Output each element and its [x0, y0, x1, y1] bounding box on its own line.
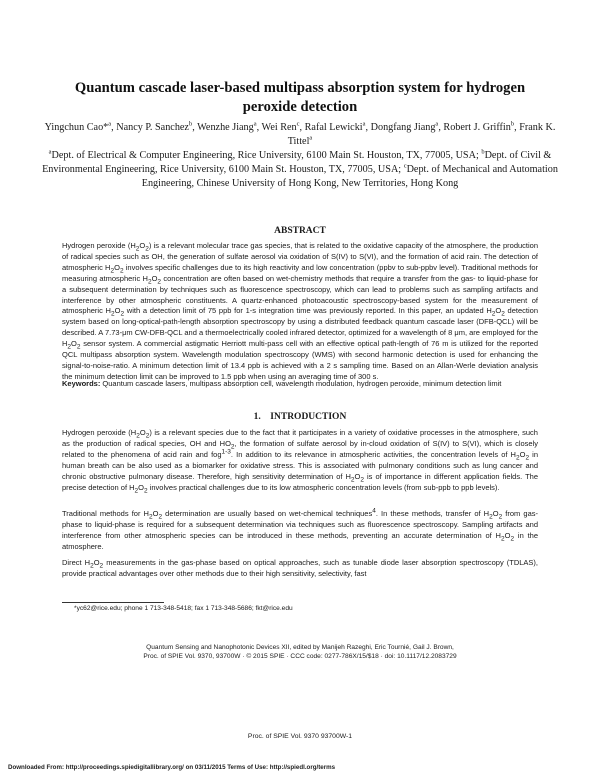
affiliations: $^a$Dept. of Electrical & Computer Engineering, Rice University, 6100 Main St. Houston, TX, 77005, USA; $^b$Dept. of Civil & Environmental Engineering, Rice University, 6100 Main St. Houston, TX, 77005, USA; $^c$Dept. of Mechanical and Automation Engineering, Chinese University of Hong Kong, New Territories, Hong Kong [42, 148, 558, 189]
intro-paragraph-1: Hydrogen peroxide $(H_2O_2)$ is a relevant species due to the fact that it participates in a variety of oxidative processes in the atmosphere, such as the production of radical species, OH and $HO_2$, the formation of sulfate aerosol by in-cloud oxidation of S(IV) to S(VI), which is closely related to the phenomena of acid rain and fog$^{1-3}$. In addition to its relevance in atmospheric activities, the concentration levels of $H_2O_2$ in human breath can be also used as a biomarker for oxidative stress. This is associated with pulmonary conditions such as lung cancer and chronic obstructive pulmonary disease. Therefore, high sensitivity determination of $H_2O_2$ is of importance in different application fields. The precise detection of $H_2O_2$ involves practical challenges due to its low atmospheric concentration levels (from sub-ppb to ppb levels). [62, 428, 539, 495]
intro-paragraph-3: Direct $H_2O_2$ measurements in the gas-phase based on optical approaches, such as tunable diode laser absorption spectroscopy (TDLAS), provide practical advantages over other methods due to their high sensitivity, selectivity, fast [62, 558, 538, 578]
download-notice: Downloaded From: http://proceedings.spiedigitallibrary.org/ on 03/11/2015 Terms of Use: http://spiedl.org/terms [8, 764, 336, 771]
introduction-heading: 1. INTRODUCTION [253, 412, 347, 422]
footnote-divider [62, 602, 164, 603]
proceedings-citation-line-1: Quantum Sensing and Nanophotonic Devices XII, edited by Manijeh Razeghi, Eric Tournié, Gail J. Brown, [146, 644, 454, 651]
keywords-label: Keywords: [62, 379, 101, 388]
paper-title: Quantum cascade laser-based multipass absorption system for hydrogen peroxide detection [74, 80, 526, 115]
page-number: Proc. of SPIE Vol. 9370 93700W-1 [247, 733, 353, 740]
keywords: Keywords: Quantum cascade lasers, multipass absorption cell, wavelength modulation, hydrogen peroxide, minimum detection limit [62, 379, 502, 388]
proceedings-citation-line-2: Proc. of SPIE Vol. 9370, 93700W · © 2015 SPIE · CCC code: 0277-786X/15/$18 · doi: 10.1117/12.2083729 [143, 653, 457, 660]
corresponding-author-footnote: *yc62@rice.edu; phone 1 713-348-5418; fax 1 713-348-5686; fkt@rice.edu [74, 605, 293, 612]
author-list: Yingchun Cao*$^a$, Nancy P. Sanchez$^b$, Wenzhe Jiang$^a$, Wei Ren$^c$, Rafal Lewicki$^a$, Dongfang Jiang$^a$, Robert J. Griffin$^b$, Frank K. Tittel$^a$ [44, 120, 556, 147]
abstract-heading: ABSTRACT [274, 226, 326, 236]
abstract-text: Hydrogen peroxide $(H_2O_2)$ is a relevant molecular trace gas species, that is related to the oxidative capacity of the atmosphere, the production of radical species such as OH, the generation of sulfate aerosol via oxidation of S(IV) to S(VI), and the formation of acid rain. The detection of atmospheric $H_2O_2$ involves specific challenges due to its high reactivity and low concentration (ppbv to sub-ppbv level). Traditional methods for measuring atmospheric $H_2O_2$ concentration are often based on wet-chemistry methods that require a transfer from the gas- to liquid-phase for a subsequent determination by techniques such as fluorescence spectroscopy, which can lead to problems such as sampling artifacts and interference by other atmospheric constituents. A quartz-enhanced photoacoustic spectroscopy-based system for the measurement of atmospheric $H_2O_2$ with a detection limit of 75 ppb for 1-s integration time was previously reported. In this paper, an updated $H_2O_2$ detection system based on long-optical-path-length absorption spectroscopy by using a distributed feedback quantum cascade laser (DFB-QCL) will be described. A 7.73-μm CW-DFB-QCL and a thermoelectrically cooled infrared detector, optimized for a wavelength of 8 μm, are employed for the $H_2O_2$ sensor system. A commercial astigmatic Herriott multi-pass cell with an effective optical path-length of 76 m is utilized for the reported QCL multipass absorption system. Wavelength modulation spectroscopy (WMS) with second harmonic detection is used for enhancing the signal-to-noise-ratio. A minimum detection limit of 13.4 ppb is achieved with a 2 s sampling time. Based on an Allan-Werle deviation analysis the minimum detection limit can be improved to 1.5 ppb when using an averaging time of 300 s. [62, 241, 539, 381]
intro-paragraph-2: Traditional methods for $H_2O_2$ determination are usually based on wet-chemical techniques$^4$. In these methods, transfer of $H_2O_2$ from gas-phase to liquid-phase is required for a subsequent determination via techniques such as fluorescence spectroscopy. Sampling artifacts and interference from other atmospheric species can be introduced in these methods, preventing an accurate determination of $H_2O_2$ in the atmosphere. [62, 507, 538, 551]
